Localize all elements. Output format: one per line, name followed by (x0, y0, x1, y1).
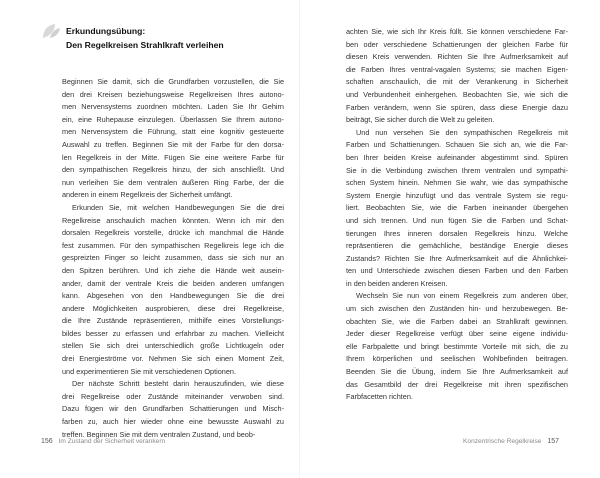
text-line: farben zu, auch hier wieder ohne eine bewusste Auswahl zu (62, 417, 284, 427)
text-line: men Nervensystem die Führung, statt eine kognitiv gesteuerte (62, 127, 284, 137)
text-line: in den beiden anderen Kreisen. (346, 278, 448, 288)
text-line: tierungen Ihres inneren dorsalen Regelkreis hinzu. Welche (346, 228, 568, 238)
text-line: anderen in einem Regelkreis der Sicherheit umfängt. (62, 190, 233, 200)
text-line: ben Ihrer beiden Kreise aufeinander abgestimmt sind. Spüren (346, 152, 568, 162)
text-line: diesen Kreis verwenden. Richten Sie Ihre Aufmerksamkeit auf (346, 52, 568, 62)
text-line: nun verleihen Sie dem ventralen äußeren Ring Farbe, der die (62, 177, 284, 187)
text-line: ein, eine Ruhepause einzulegen. Überlassen Sie Ihrem autono- (62, 114, 284, 124)
text-line: Und nun versehen Sie den sympathischen Regelkreis mit (356, 127, 568, 137)
text-line: Zustands? Richten Sie Ihre Aufmerksamkeit auf die Ähnlichkei- (346, 253, 568, 263)
text-line: den sympathischen Regelkreis hinzu, der sich anschließt. Und (62, 165, 284, 175)
text-line: repräsentieren die gemächliche, beständige Energie dieses (346, 241, 568, 251)
text-line: treffen. Beginnen Sie mit dem ventralen Zustand, und beob- (62, 429, 256, 439)
left-page-number: 156 (41, 438, 53, 445)
right-page-body (346, 26, 568, 404)
text-line: drei Energieströme vor. Nehmen Sie sich einen Moment Zeit, (62, 354, 284, 364)
text-line: len Regelkreis in der Mitte. Fügen Sie eine weitere Farbe für (62, 152, 284, 162)
text-line: und experimentieren Sie mit verschiedenen Optionen. (62, 366, 237, 376)
text-line: drei Regelkreise oder Zustände miteinander verwoben sind. (62, 391, 284, 401)
text-line: elle Farbpalette und bringt bestimmte Vorteile mit sich, die zu (346, 341, 568, 351)
text-line: stellen Sie sich drei unterschiedlich große Lichtkugeln oder (62, 341, 284, 351)
right-page-footer (463, 437, 563, 446)
text-line: Ihrem körperlichen und seelischen Wohlbefinden beitragen. (346, 354, 568, 364)
book-spine (299, 0, 300, 478)
text-line: obachten Sie, wie die Farben dabei an Strahlkraft gewinnen. (346, 316, 568, 326)
text-line: beiträgt, Sie sicher durch die Welt zu geleiten. (346, 115, 495, 125)
text-line: System Energie hinzufügt und das ventrale System sie regu- (346, 190, 568, 200)
text-line: bildes besser zu erfassen und erfahrbar zu machen. Vielleicht (62, 328, 284, 338)
text-line: den drei Kreisen beziehungsweise Regelkreisen Ihres autono- (62, 89, 284, 99)
text-line: und sich trennen. Und nun fügen Sie die Farben und Schat- (346, 215, 568, 225)
text-line: den Spitzen berühren. Und ich ziehe die Hände weit ausein- (62, 265, 284, 275)
text-line: um sich zwischen den Zuständen hin- und herzubewegen. Be- (346, 304, 568, 314)
right-running-title: Konzentrische Regelkreise (463, 438, 542, 445)
text-line: das Gesamtbild der drei Regelkreise mit ihren spezifischen (346, 379, 568, 389)
text-line: ander, damit der ventrale Kreis die beiden anderen umfangen (62, 278, 284, 288)
text-line: Farbfacetten richten. (346, 392, 413, 402)
text-line: andere Möglichkeiten ausprobieren, diese drei Regelkreise, (62, 303, 284, 313)
leaf-icon (41, 22, 61, 40)
text-line: Erkunden Sie, mit welchen Handbewegungen Sie die drei (72, 202, 284, 212)
text-line: gespreizten Finger so leicht zusammen, dass sie sich nur an (62, 253, 284, 263)
text-line: ten und Unterschiede zwischen diesen Farben und den Farben (346, 266, 568, 276)
text-line: Dazu fügen wir den Grundfarben Schattierungen und Misch- (62, 404, 284, 414)
text-line: Beginnen Sie damit, sich die Grundfarben vorzustellen, die Sie (62, 77, 284, 86)
left-running-title: Im Zustand der Sicherheit verankern (58, 438, 166, 445)
text-line: dorsalen Regelkreis vorstelle, drücke ich manchmal die Hände (62, 228, 284, 238)
text-line: liert. Beobachten Sie, wie die Farben ineinander übergehen (346, 203, 568, 213)
heading-title: Den Regelkreisen Strahlkraft verleihen (66, 40, 224, 50)
text-line: ben oder verschiedene Schattierungen der gleichen Farbe für (346, 39, 568, 49)
text-line: Auswahl zu treffen. Beginnen Sie mit der Farbe für den dorsa- (62, 139, 284, 149)
text-line: die Ihre Zustände repräsentieren, mithilfe eines Vorstellungs- (62, 316, 284, 326)
text-line: achten Sie, wie sich Ihr Kreis füllt. Sie können verschiedene Far- (346, 27, 568, 36)
text-line: schaften anschaulich, die mit der Verankerung in Sicherheit (346, 77, 568, 87)
text-line: Regelkreise anschaulich machen könnten. Wenn ich mir den (62, 215, 284, 225)
text-line: Beenden Sie die Übung, indem Sie Ihre Aufmerksamkeit auf (346, 367, 568, 377)
text-line: Sie in die Verbindung zwischen Ihrem ventralen und sympathi- (346, 165, 568, 175)
text-line: die Farben Ihres ventral-vagalen Systems; sie machen Eigen- (346, 64, 568, 74)
text-line: men Nervensystems zuordnen möchten. Laden Sie Ihr Gehirn (62, 102, 284, 112)
text-line: Wechseln Sie nun von einem Regelkreis zum anderen über, (356, 291, 568, 301)
text-line: Jeder dieser Regelkreise verfügt über seine eigene individu- (346, 329, 568, 339)
left-page-body (62, 76, 284, 441)
heading-label: Erkundungsübung: (66, 26, 146, 36)
text-line: Farben und Schattierungen. Schauen Sie sich an, wie die Far- (346, 140, 568, 150)
left-page-footer (37, 437, 165, 446)
text-line: und Verbundenheit einhergehen. Beobachten Sie, wie sich die (346, 89, 568, 99)
right-page-number: 157 (547, 438, 559, 445)
text-line: fest zusammen. Für den sympathischen Regelkreis lege ich die (62, 240, 284, 250)
text-line: schen System hinein. Nehmen Sie wahr, wie das sympathische (346, 178, 568, 188)
exercise-heading (66, 24, 288, 52)
text-line: kann. Abgesehen von den Handbewegungen Sie die drei (62, 291, 284, 301)
text-line: Farben verändern, wenn Sie spüren, dass diese Energie dazu (346, 102, 568, 112)
text-line: Der nächste Schritt besteht darin herauszufinden, wie diese (72, 379, 284, 389)
